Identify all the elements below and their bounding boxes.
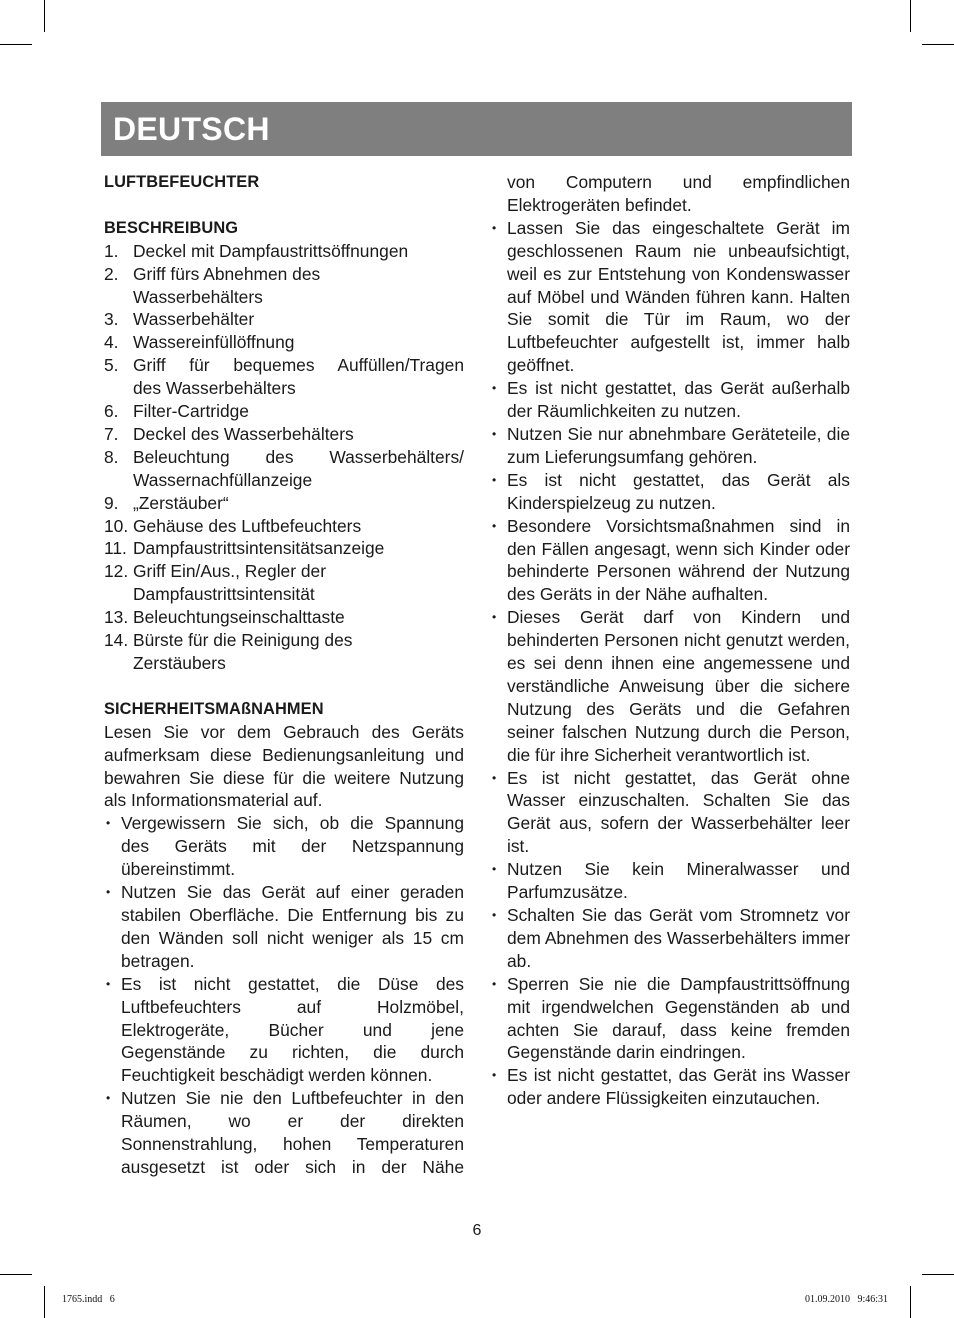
crop-mark — [0, 1274, 32, 1275]
continuation-text: von Computern und empfindlichen Elektrogeräten befindet. — [507, 172, 850, 215]
safety-item: • Nutzen Sie nie den Luftbefeuchter in den Räumen, wo er der direkten Sonnenstrahlung, hohen Temperaturen ausgesetzt ist oder sich in der Nähe — [104, 1087, 464, 1179]
item-number: 12. — [104, 561, 129, 582]
description-item — [104, 492, 464, 515]
left-column — [104, 171, 464, 1179]
description-item — [104, 423, 464, 446]
item-text-line: Gehäuse des Luftbefeuchters — [133, 515, 362, 536]
item-text-line: Dampfaustrittsintensitätsanzeige — [133, 538, 385, 559]
item-text-line: Deckel mit Dampfaustrittsöffnungen — [133, 240, 409, 261]
description-item — [104, 331, 464, 354]
item-text-line: Wassereinfüllöffnung — [133, 332, 295, 353]
item-text-line: des Wasserbehälters — [133, 378, 296, 399]
safety-item: • Besondere Vorsichtsmaßnahmen sind in den Fällen angesagt, wenn sich Kinder oder behinderte Personen während der Nutzung des Geräts in der Nähe aufhalten. — [490, 515, 850, 607]
item-number: 8. — [104, 446, 119, 467]
item-number: 10. — [104, 515, 129, 536]
item-text-line: Beleuchtungseinschalttaste — [133, 607, 345, 628]
item-text-line: Bürste für die Reinigung des — [133, 630, 353, 651]
safety-list-left — [104, 812, 464, 1179]
item-number: 5. — [104, 355, 119, 376]
item-text-line: Griff für bequemes Auffüllen/Tragen — [133, 355, 464, 376]
item-text-line: Dampfaustrittsintensität — [133, 584, 315, 605]
crop-mark — [922, 44, 954, 45]
item-text-line: „Zerstäuber“ — [133, 492, 229, 513]
safety-heading: SICHERHEITSMAßNAHMEN — [104, 699, 324, 718]
language-banner — [101, 102, 852, 156]
item-number: 11. — [104, 538, 127, 559]
safety-item: • Vergewissern Sie sich, ob die Spannung des Geräts mit der Netzspannung übereinstimmt. — [104, 812, 464, 881]
item-text-line: Filter-Cartridge — [133, 401, 249, 422]
description-item — [104, 537, 464, 560]
slug-filename: 1765.indd 6 — [62, 1294, 115, 1305]
item-text-line: Griff Ein/Aus., Regler der — [133, 561, 326, 582]
description-item — [104, 354, 464, 400]
item-number: 3. — [104, 309, 119, 330]
safety-item: • Lassen Sie das eingeschaltete Gerät im geschlossenen Raum nie unbeaufsichtigt, weil es zur Entstehung von Kondenswasser auf Möbel und Wänden führen kann. Halten Sie somit die Tür im Raum, wo der Luftbefeuchter aufgestellt ist, immer halb geöffnet. — [490, 217, 850, 377]
description-item — [104, 240, 464, 263]
safety-item: • Nutzen Sie kein Mineralwasser und Parfumzusätze. — [490, 858, 850, 904]
crop-mark — [44, 0, 45, 32]
description-item — [104, 560, 464, 606]
item-text-line: Beleuchtung des Wasserbehälters/ — [133, 446, 464, 467]
crop-mark — [44, 1286, 45, 1318]
item-number: 14. — [104, 630, 129, 651]
item-text-line: Zerstäubers — [133, 653, 226, 674]
item-text-line: Wassernachfüllanzeige — [133, 469, 313, 490]
item-number: 4. — [104, 332, 119, 353]
description-heading: BESCHREIBUNG — [104, 218, 239, 237]
page-title: DEUTSCH — [113, 111, 270, 147]
description-item — [104, 263, 464, 309]
safety-intro: Lesen Sie vor dem Gebrauch des Geräts aufmerksam diese Bedienungsanleitung und bewahren Sie diese für die weitere Nutzung als Informationsmaterial auf. — [104, 721, 464, 811]
crop-mark — [910, 0, 911, 32]
crop-mark — [922, 1274, 954, 1275]
description-item — [104, 308, 464, 331]
item-text-line: Griff fürs Abnehmen des — [133, 263, 321, 284]
item-number: 13. — [104, 607, 129, 628]
safety-item: • Es ist nicht gestattet, das Gerät ohne Wasser einzuschalten. Schalten Sie das Gerät aus, sofern der Wasserbehälter leer ist. — [490, 767, 850, 859]
product-heading: LUFTBEFEUCHTER — [104, 173, 260, 191]
safety-item: • Es ist nicht gestattet, das Gerät außerhalb der Räumlichkeiten zu nutzen. — [490, 377, 850, 423]
item-number: 9. — [104, 492, 119, 513]
safety-item: • Schalten Sie das Gerät vom Stromnetz vor dem Abnehmen des Wasserbehälters immer ab. — [490, 904, 850, 973]
slug-timestamp: 01.09.2010 9:46:31 — [804, 1294, 888, 1305]
description-item — [104, 629, 464, 675]
item-text-line: Wasserbehälters — [133, 286, 263, 307]
safety-item: • Es ist nicht gestattet, die Düse des Luftbefeuchters auf Holzmöbel, Elektrogeräte, Bücher und jene Gegenstände zu richten, die durch Feuchtigkeit beschädigt werden können. — [104, 973, 464, 1088]
item-number: 6. — [104, 401, 119, 422]
description-list — [104, 240, 464, 675]
safety-item: • Sperren Sie nie die Dampfaustrittsöffnung mit irgendwelchen Gegenständen ab und achten Sie darauf, dass keine fremden Gegenstände darin eindringen. — [490, 973, 850, 1065]
description-item — [104, 606, 464, 629]
safety-item: • Es ist nicht gestattet, das Gerät als Kinderspielzeug zu nutzen. — [490, 469, 850, 515]
item-text-line: Wasserbehälter — [133, 309, 255, 330]
right-column — [490, 171, 850, 1110]
description-item — [104, 400, 464, 423]
safety-item: • Dieses Gerät darf von Kindern und behinderten Personen nicht genutzt werden, es sei denn ihnen eine angemessene und verständliche Anweisung über die sichere Nutzung des Geräts und die Gefahren seiner falschen Nutzung durch die Person, die für ihre Sicherheit verantwortlich ist. — [490, 606, 850, 766]
safety-list-right — [490, 217, 850, 1110]
item-number: 1. — [104, 240, 119, 261]
description-item — [104, 515, 464, 538]
page-number: 6 — [472, 1222, 482, 1239]
safety-item: • Nutzen Sie das Gerät auf einer geraden stabilen Oberfläche. Die Entfernung bis zu den Wänden soll nicht weniger als 15 cm betragen. — [104, 881, 464, 973]
crop-mark — [910, 1286, 911, 1318]
safety-item: • Nutzen Sie nur abnehmbare Geräteteile, die zum Lieferungsumfang gehören. — [490, 423, 850, 469]
item-number: 7. — [104, 423, 119, 444]
safety-item: • Es ist nicht gestattet, das Gerät ins Wasser oder andere Flüssigkeiten einzutauchen. — [490, 1064, 850, 1110]
description-item — [104, 446, 464, 492]
crop-mark — [0, 44, 32, 45]
item-text-line: Deckel des Wasserbehälters — [133, 423, 354, 444]
item-number: 2. — [104, 263, 119, 284]
